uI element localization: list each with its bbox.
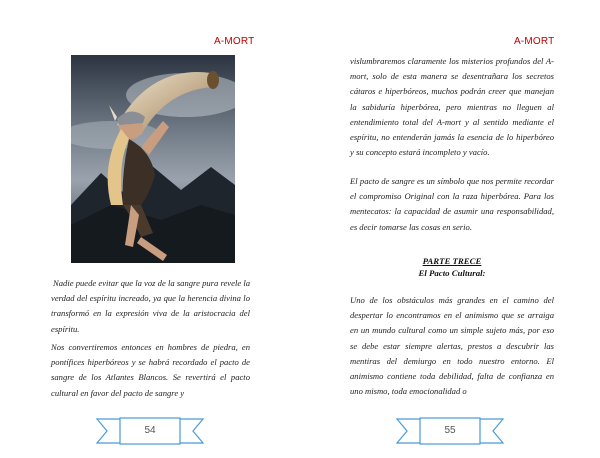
section-heading-subtitle: El Pacto Cultural: [418, 268, 486, 278]
page-number: 55 [444, 425, 456, 436]
body-paragraph: Uno de los obstáculos más grandes en el camino del despertar lo encontramos en el animismo que se arraiga en un mundo cultural como un simple sujeto más, por eso se debe estar siempre alertas, prestos a descubrir las mentiras del demiurgo en todo nuestro entorno. El animismo contiene toda debilidad, falta de confianza en uno mismo, toda emocionalidad o [350, 295, 554, 397]
section-heading-title: PARTE TRECE [422, 256, 482, 266]
page-number: 54 [144, 425, 156, 436]
running-header: A-MORT [214, 36, 255, 47]
viking-warrior-photo [71, 55, 235, 263]
body-paragraph: Nadie puede evitar que la voz de la sangre pura revele la verdad del espíritu increado, ya que la herencia divina lo transformó en la expresión viva de la aristocracia del espíritu. [51, 278, 250, 334]
body-paragraph: vislumbraremos claramente los misterios profundos del A-mort, solo de esta manera se desentrañara los secretos cátaros e hiperbóreos, muchos podrán creer que manejan la sabiduría hiperbórea, pero mientras no lleguen al entendimiento total del A-mort y al sentido mediante el espíritu, no entenderán jamás la esencia de lo hiperbóreo y su concepto estará incompleto y vacío. [350, 56, 554, 158]
body-paragraph: Nos convertiremos entonces en hombres de piedra, en pontífices hiperbóreos y se habrá recordado el pacto de sangre de los Atlantes Blancos. Se revertirá el pacto cultural en favor del pacto de sangre y [51, 342, 250, 398]
running-header: A-MORT [514, 36, 555, 47]
body-paragraph: El pacto de sangre es un símbolo que nos permite recordar el compromiso Original con la raza hiperbórea. Para los mentecatos: la capacidad de asumir una responsabilidad, es decir tomarse las cosas en serio. [350, 176, 554, 232]
right-page [300, 0, 600, 458]
section-heading [350, 255, 554, 279]
